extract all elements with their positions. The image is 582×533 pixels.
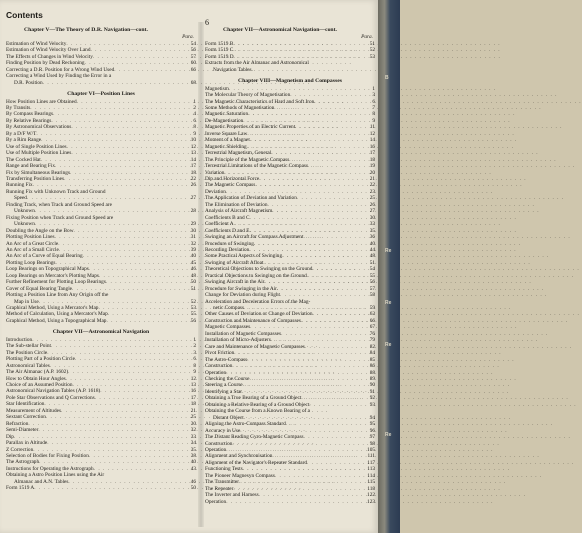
- contents-entry-continuation[interactable]: [6, 80, 196, 86]
- entry-title: The Molecular Theory of Magnetisation: [205, 92, 291, 99]
- entry-title: Selection of Bodies for Fixing Position: [6, 453, 89, 459]
- entry-title: Magnetic Compasses: [205, 324, 251, 331]
- entry-title: Method of Calculation, Using a Mercator's Map: [6, 311, 108, 318]
- entry-para-number: 32: [190, 240, 196, 247]
- entry-para-number: 123: [367, 498, 375, 505]
- entry-title: Procedure for Swinging in the Air: [205, 285, 277, 292]
- entry-title: Acceleration and Deceleration Errors of the Mag-: [205, 298, 311, 305]
- entry-para-number: 33: [190, 433, 196, 440]
- entry-para-number: 63: [369, 311, 375, 318]
- chapter-heading: Chapter VII—Astronomical Navigation: [52, 329, 150, 336]
- entry-title: Loop Bearings on Topographical Maps: [6, 266, 89, 273]
- entry-title: The Inverter and Harness: [205, 492, 259, 499]
- entry-title: Unknown: [14, 208, 35, 215]
- entry-title: Measurement of Altitudes: [6, 407, 62, 414]
- entry-title: Correcting a Wind Used by Finding the Error in a: [6, 73, 112, 80]
- entry-title: The Elimination of Deviation: [205, 201, 268, 208]
- entry-para-number: 45: [190, 259, 196, 266]
- entry-title: By Compass Bearings: [6, 111, 54, 118]
- entry-para-number: 19: [369, 163, 375, 170]
- adjacent-page-fragment: Re: [385, 432, 392, 438]
- entry-title: Sextant Correction: [6, 414, 46, 421]
- entry-title: Some Practical Aspects of Swinging: [205, 253, 283, 260]
- entry-title: The Pioneer Magnesyn Compass: [205, 472, 275, 479]
- entry-title: Practical Objections to Swinging on the Ground: [205, 272, 307, 279]
- entry-title: Obtaining a Relative Bearing of a Ground Object: [205, 401, 310, 408]
- entry-para-number: 55: [369, 272, 375, 279]
- entry-title: Analysis of Aircraft Magnetism: [205, 208, 273, 215]
- chapter-heading: Chapter VI—Position Lines: [67, 91, 135, 98]
- entry-para-number: 20: [369, 169, 375, 176]
- entry-para-number: 29: [190, 221, 196, 228]
- entry-title: The Transmitter: [205, 479, 239, 486]
- entry-para-number: 13: [190, 150, 196, 157]
- entry-para-number: 6: [193, 356, 196, 363]
- entry-title: Change for Deviation during Flight: [205, 292, 281, 299]
- entry-title: Pole Star Observations and Q Corrections: [6, 394, 95, 401]
- entry-para-number: 35: [190, 446, 196, 453]
- entry-para-number: 89: [369, 376, 375, 383]
- page-title: Contents: [6, 10, 43, 20]
- entry-title: Star Identification: [6, 401, 45, 408]
- entry-title: Alignment of the Navigator's Repeater Standard: [205, 459, 308, 466]
- dot-leader: [94, 466, 184, 472]
- entry-para-number: 92: [369, 395, 375, 402]
- entry-para-number: 32: [190, 427, 196, 434]
- entry-para-number: 8: [193, 362, 196, 369]
- entry-title: Functioning Tests: [205, 466, 243, 473]
- entry-para-number: 94: [369, 414, 375, 421]
- entry-title: Operation: [205, 498, 227, 505]
- entry-para-number: 96: [369, 427, 375, 434]
- entry-para-number: 82: [369, 343, 375, 350]
- entry-title: The Distant Reading Gyro-Magnetic Compass: [205, 434, 304, 441]
- adjacent-page-fragment: Re: [385, 342, 392, 348]
- entry-para-number: 27: [190, 195, 196, 202]
- entry-title: Finding Position by Dead Reckoning: [6, 60, 85, 67]
- entry-para-number: 91: [369, 388, 375, 395]
- entry-title: The Principle of the Magnetic Compass: [205, 156, 290, 163]
- entry-para-number: 25: [190, 414, 196, 421]
- entry-title: Procedure of Swinging: [205, 240, 254, 247]
- adjacent-page-edge: [378, 0, 400, 533]
- entry-title: Magnetic Saturation: [205, 111, 249, 118]
- entry-para-number: 21: [190, 407, 196, 414]
- entry-title: Checking the Course: [205, 376, 250, 383]
- entry-para-number: 90: [369, 382, 375, 389]
- entry-title: Operation: [205, 369, 227, 376]
- entry-title: Aligning the Astro-Compass Standard: [205, 421, 286, 428]
- entry-title: Swinging of Aircraft Afloat: [205, 259, 264, 266]
- entry-title: Range and Bearing Fix: [6, 163, 55, 170]
- entry-para-number: 9: [193, 369, 196, 376]
- dot-leader: [114, 67, 184, 73]
- entry-title: Use of Single Position Lines: [6, 143, 67, 150]
- entry-title: The Sub-stellar Point: [6, 343, 52, 350]
- entry-para-number: 11: [369, 124, 375, 131]
- section-gap: [205, 73, 375, 77]
- adjacent-page-fragment: Re: [385, 300, 392, 306]
- entry-para-number: 59: [369, 305, 375, 312]
- entry-para-number: 93: [369, 401, 375, 408]
- entry-para-number: 50: [190, 279, 196, 286]
- entry-title: De-Magnetisation: [205, 117, 244, 124]
- dot-leader: [309, 402, 363, 408]
- entry-title: Map in Use: [14, 298, 39, 305]
- entry-para-number: 54: [369, 266, 375, 273]
- entry-para-number: 48: [369, 253, 375, 260]
- entry-title: By Transits: [6, 104, 31, 111]
- contents-column-left: [6, 26, 196, 492]
- entry-title: Pivot Friction: [205, 350, 235, 357]
- entry-para-number: 113: [367, 466, 375, 473]
- entry-para-number: 55: [190, 311, 196, 318]
- entry-title: Deviation: [205, 188, 226, 195]
- entry-title: How to Obtain Hour Angles: [6, 375, 66, 382]
- entry-title: Form 1519 D: [205, 53, 234, 60]
- entry-para-number: 38: [190, 453, 196, 459]
- entry-title: Z Correction: [6, 446, 34, 453]
- adjacent-page-fragment: B: [385, 75, 389, 81]
- entry-para-number: 7: [372, 104, 375, 111]
- entry-para-number: 118: [367, 485, 375, 492]
- entry-para-number: 114: [367, 472, 375, 479]
- entry-para-number: 56: [190, 47, 196, 54]
- entry-title: Coefficient A: [205, 221, 234, 228]
- entry-para-number: 98: [369, 440, 375, 447]
- entry-para-number: 88: [369, 369, 375, 376]
- entry-title: By Relative Bearings: [6, 117, 52, 124]
- entry-title: Distant Object: [213, 414, 244, 421]
- entry-title: Transferring Position Lines: [6, 175, 65, 182]
- dot-leader: [106, 318, 184, 324]
- entry-title: Coefficients B and C: [205, 214, 250, 221]
- entry-para-number: 22: [190, 175, 196, 182]
- entry-para-number: 12: [190, 143, 196, 150]
- entry-para-number: 30: [369, 214, 375, 221]
- entry-para-number: 105: [367, 447, 375, 453]
- entry-para-number: 6: [193, 117, 196, 124]
- entry-para-number: 17: [190, 394, 196, 401]
- entry-para-number: 17: [369, 150, 375, 157]
- entry-title: Further Refinement for Plotting Loop Bearings: [6, 279, 106, 286]
- entry-para-number: 6: [372, 98, 375, 105]
- entry-title: Running Fix with Unknown Track and Ground: [6, 188, 106, 195]
- entry-para-number: 9: [193, 130, 196, 137]
- entry-title: Installation of Micro-Adjusters: [205, 337, 271, 344]
- entry-para-number: 56: [190, 317, 196, 324]
- entry-title: Introduction: [6, 336, 33, 343]
- entry-para-number: 21: [369, 175, 375, 182]
- entry-title: Choice of an Assumed Position: [6, 382, 73, 389]
- section-gap: [6, 86, 196, 90]
- entry-title: Obtaining the Course from a Known Bearing of a: [205, 408, 311, 415]
- entry-title: Unknown: [14, 221, 35, 228]
- entry-title: Form 1519 B: [205, 40, 234, 47]
- entry-para-number: 57: [369, 285, 375, 292]
- entry-title: Dip and Horizontal Force: [205, 175, 260, 182]
- entry-para-number: 31: [190, 234, 196, 241]
- entry-para-number: 115: [367, 479, 375, 486]
- entry-title: Obtaining a Astro Position Lines using the Air: [6, 472, 105, 479]
- entry-para-number: 68: [190, 79, 196, 86]
- entry-title: Navigation Tables.: [213, 66, 253, 73]
- entry-para-number: 67: [369, 324, 375, 331]
- entry-title: Parallax in Altitude: [6, 440, 48, 447]
- entry-title: Operation: [205, 447, 227, 453]
- dot-leader: [226, 499, 363, 505]
- adjacent-page-fragment: Re: [385, 248, 392, 254]
- entry-title: D.R. Position: [14, 79, 43, 86]
- entry-para-number: 51: [369, 40, 375, 47]
- entry-title: Semi-Diameter: [6, 427, 39, 434]
- entry-title: Speed: [14, 195, 27, 202]
- entry-title: Care and Maintenance of Magnetic Compasses: [205, 343, 305, 350]
- entry-title: Form 1519 C: [205, 47, 234, 54]
- entry-para-number: 22: [369, 182, 375, 189]
- entry-para-number: 30: [190, 420, 196, 427]
- entry-para-number: 84: [369, 350, 375, 357]
- entry-title: Accuracy in Use: [205, 427, 241, 434]
- entry-para-number: 52: [369, 47, 375, 54]
- entry-para-number: 117: [367, 459, 375, 466]
- entry-para-number: 2: [193, 343, 196, 350]
- entry-para-number: 28: [190, 208, 196, 215]
- entry-para-number: 16: [369, 143, 375, 150]
- chapter-heading: Chapter VII—Astronomical Navigation—cont.: [223, 27, 337, 33]
- entry-para-number: 66: [369, 317, 375, 324]
- entry-para-number: 52: [190, 298, 196, 305]
- entry-para-number: 3: [372, 92, 375, 99]
- entry-title: netic Compass: [213, 305, 245, 312]
- entry-para-number: 16: [190, 388, 196, 395]
- entry-title: Magnetic Properties of an Electric Current: [205, 124, 296, 131]
- entry-title: Fixing Position when Track and Ground Speed are: [6, 214, 114, 221]
- entry-title: Astronomical Tables: [6, 362, 50, 369]
- entry-title: Running Fix: [6, 182, 33, 189]
- entry-title: The Effects of Changes in Wind Velocity: [6, 53, 93, 60]
- para-column-label: Para.: [361, 34, 373, 41]
- entry-para-number: 97: [369, 434, 375, 441]
- entry-para-number: 50: [190, 485, 196, 492]
- entry-para-number: 30: [190, 227, 196, 234]
- entry-para-number: 35: [369, 227, 375, 234]
- entry-title: Alignment and Synchronisation: [205, 453, 273, 460]
- entry-title: The Cocked Hat: [6, 156, 41, 163]
- entry-title: Refraction: [6, 420, 29, 427]
- entry-title: Fix by Simultaneous Bearings: [6, 169, 71, 176]
- entry-title: How Position Lines are Obtained: [6, 98, 77, 105]
- dot-leader: [43, 80, 184, 86]
- entry-para-number: 26: [369, 201, 375, 208]
- entry-para-number: 86: [369, 363, 375, 370]
- entry-title: Obtaining a True Bearing of a Ground Object: [205, 395, 302, 402]
- entry-para-number: 48: [190, 272, 196, 279]
- dot-leader: [34, 485, 184, 491]
- entry-para-number: 10: [190, 137, 196, 144]
- entry-para-number: 1: [193, 98, 196, 105]
- entry-para-number: 53: [369, 53, 375, 60]
- entry-para-number: 18: [369, 156, 375, 163]
- entry-title: Terrestrial Limitations of the Magnetic Compass: [205, 163, 309, 170]
- entry-title: The Repeater: [205, 485, 234, 492]
- entry-title: An Arc of a Great Circle: [6, 240, 59, 247]
- entry-para-number: 14: [190, 156, 196, 163]
- entry-para-number: 9: [372, 117, 375, 124]
- entry-title: Inverse Square Law: [205, 130, 248, 137]
- entry-para-number: 12: [190, 375, 196, 382]
- page-number: 6: [205, 18, 209, 27]
- entry-para-number: 14: [369, 137, 375, 144]
- entry-para-number: 40: [369, 240, 375, 247]
- entry-title: The Application of Deviation and Variation: [205, 195, 297, 202]
- entry-title: An Arc of a Curve of Equal Bearing: [6, 253, 83, 260]
- entry-title: Doubling the Angle on the Bow: [6, 227, 74, 234]
- entry-title: Dip: [6, 433, 14, 440]
- entry-title: Installation of Magnetic Compasses: [205, 330, 282, 337]
- entry-title: Swinging an Aircraft for Compass Adjustment: [205, 234, 304, 241]
- entry-para-number: 76: [369, 330, 375, 337]
- entry-title: Recording Deviation: [205, 246, 250, 253]
- entry-para-number: 27: [369, 208, 375, 215]
- entry-para-number: 4: [193, 111, 196, 118]
- entry-para-number: 57: [190, 53, 196, 60]
- entry-para-number: 3: [193, 349, 196, 356]
- entry-para-number: 95: [369, 421, 375, 428]
- entry-title: Graphical Method, Using a Mercator's Map: [6, 305, 99, 312]
- entry-title: Magnetism: [205, 85, 229, 92]
- section-gap: [6, 324, 196, 328]
- para-column-label: Para.: [182, 34, 194, 41]
- entry-title: Variation: [205, 169, 225, 176]
- entry-title: Correcting a D.R. Position for a Wrong Wind Used: [6, 66, 115, 73]
- entry-title: Astronomical Navigation Tables (A.P. 1618): [6, 388, 101, 395]
- entry-para-number: 79: [369, 337, 375, 344]
- entry-para-number: 17: [190, 163, 196, 170]
- entry-para-number: 60: [190, 60, 196, 67]
- entry-title: Plotting Position Lines: [6, 234, 55, 241]
- entry-title: Cover of Equal Bearing Tangle: [6, 285, 73, 292]
- entry-title: Theoretical Objections to Swinging on the Ground: [205, 266, 313, 273]
- entry-para-number: 51: [369, 259, 375, 266]
- entry-title: Steering a Course: [205, 382, 243, 389]
- entry-title: Loop Bearings on Mercator's Plotting Maps: [6, 272, 99, 279]
- entry-title: The Astro-Compass: [205, 356, 248, 363]
- entry-title: Terrestrial Magnetism, General: [205, 150, 272, 157]
- entry-title: Estimation of Wind Velocity Over Land: [6, 47, 91, 54]
- entry-title: Plotting Loop Bearings: [6, 259, 56, 266]
- entry-title: By a D/F W/T: [6, 130, 37, 137]
- entry-para-number: 53: [190, 305, 196, 312]
- entry-title: The Position Circle: [6, 349, 48, 356]
- entry-para-number: 1: [193, 336, 196, 343]
- entry-para-number: 33: [369, 221, 375, 228]
- entry-title: Form 1519 A: [6, 485, 35, 492]
- entry-para-number: 26: [190, 182, 196, 189]
- contents-entry[interactable]: [205, 499, 375, 505]
- entry-para-number: 34: [190, 440, 196, 447]
- entry-title: Construction: [205, 363, 233, 370]
- entry-title: Use of Multiple Position Lines: [6, 150, 72, 157]
- entry-title: Plotting a Position Line from Any Origin off the: [6, 292, 109, 299]
- entry-para-number: 111: [367, 453, 375, 460]
- entry-title: Identifying a Star: [205, 388, 243, 395]
- chapter-heading: Chapter VIII—Magnetism and Compasses: [238, 78, 342, 85]
- entry-title: Graphical Method, Using a Topographical Map: [6, 317, 107, 324]
- entry-title: Extracts from the Air Almanac and Astronomical: [205, 60, 309, 67]
- entry-title: The Astrograph: [6, 459, 40, 466]
- entry-title: Instructions for Operating the Astrograph: [6, 465, 94, 472]
- contents-column-right: [205, 26, 375, 505]
- entry-para-number: 18: [190, 401, 196, 408]
- entry-title: Finding Track, when Track and Ground Speed are: [6, 201, 112, 208]
- entry-para-number: 2: [193, 104, 196, 111]
- entry-title: Moment of a Magnet: [205, 137, 250, 144]
- entry-title: The Air Almanac (A.P. 1602): [6, 369, 69, 376]
- entry-para-number: 51: [190, 285, 196, 292]
- entry-para-number: 66: [190, 66, 196, 73]
- entry-para-number: 43: [190, 465, 196, 472]
- entry-title: Plotting Part of a Position Circle: [6, 356, 76, 363]
- entry-title: Some Methods of Magnetisation: [205, 104, 275, 111]
- entry-title: Swinging Aircraft in the Air: [205, 279, 265, 286]
- entry-para-number: 36: [369, 234, 375, 241]
- contents-entry[interactable]: [6, 318, 196, 324]
- entry-title: Almanac and A.N. Tables: [14, 478, 69, 485]
- entry-title: The Magnetic Compass: [205, 182, 256, 189]
- entry-para-number: 44: [369, 246, 375, 253]
- entry-para-number: 25: [369, 195, 375, 202]
- entry-para-number: 54: [190, 40, 196, 47]
- entry-title: Coefficients D and E: [205, 227, 250, 234]
- entry-title: By Astronomical Observations: [6, 124, 72, 131]
- entry-title: By a Rim Range: [6, 137, 42, 144]
- entry-title: Construction: [205, 440, 233, 447]
- entry-para-number: 40: [190, 253, 196, 260]
- entry-para-number: 40: [190, 459, 196, 466]
- entry-para-number: 23: [369, 188, 375, 195]
- contents-entry[interactable]: [6, 485, 196, 491]
- entry-title: An Arc of a Small Circle: [6, 246, 59, 253]
- chapter-heading: Chapter V—The Theory of D.R. Navigation—cont.: [24, 27, 148, 33]
- entry-para-number: 8: [193, 124, 196, 131]
- entry-para-number: 12: [369, 130, 375, 137]
- entry-title: Estimation of Wind Velocity: [6, 40, 67, 47]
- entry-para-number: 8: [372, 111, 375, 118]
- entry-title: Magnetic Shielding: [205, 143, 247, 150]
- entry-para-number: 56: [369, 279, 375, 286]
- entry-para-number: 122: [367, 492, 375, 499]
- entry-para-number: 85: [369, 356, 375, 363]
- entry-para-number: 13: [190, 382, 196, 389]
- entry-title: Construction and Maintenance of Compasses: [205, 317, 301, 324]
- entry-title: The Magnetic Characteristics of Hard and Soft Iron: [205, 98, 315, 105]
- entry-para-number: 1: [372, 85, 375, 92]
- entry-para-number: 46: [190, 266, 196, 273]
- entry-para-number: 39: [190, 246, 196, 253]
- entry-title: Other Causes of Deviation or Change of Deviation: [205, 311, 313, 318]
- entry-para-number: 18: [190, 169, 196, 176]
- entry-para-number: 46: [190, 478, 196, 485]
- entry-para-number: 58: [369, 292, 375, 299]
